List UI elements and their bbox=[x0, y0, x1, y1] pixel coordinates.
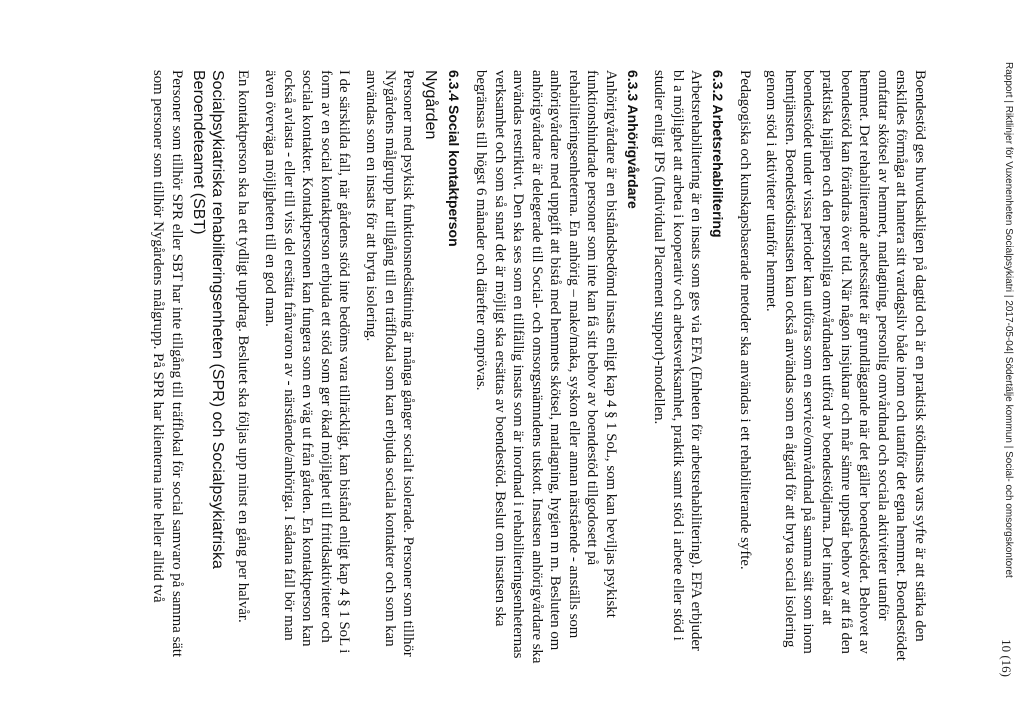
paragraph-nygarden: Personer med psykisk funktionsnedsättning är många gånger socialt isolerade. Personer som tillhör Nygårdens målgrupp har tillgång till en träfflokal som kan erbjuda sociala kontakter och som kan användas som en insats för att bryta isolering. bbox=[362, 70, 417, 657]
paragraph-pedagogiska: Pedagogiska och kunskapsbaserade metoder ska användas i ett rehabiliterande syfte. bbox=[736, 70, 753, 570]
heading-spr-sbt bbox=[189, 70, 226, 666]
paragraph-sarskilda-fall: I de särskilda fall, när gårdens stöd inte bedöms vara tillräckligt, kan bistånd enligt kap 4 § 1 SoL i form av en social kontaktperson erbjuda ett stöd som ger ökad möjlighet till fritidsaktiviteter och sociala kontakter. Kontaktpersonen kan fungera som en väg ut från gården. En kontaktperson kan också avlasta - eller till viss del ersätta frånvaron av - närstående/anhöriga. I sådana fall bör man även överväga möjligheten till en god man. bbox=[262, 70, 353, 654]
paragraph-uppdrag: En kontaktperson ska ha ett tydligt uppdrag. Beslutet ska följas upp minst en gång per halvår. bbox=[235, 70, 252, 623]
paragraph-anhorigvardare: Anhörigvårdare är en biståndsbedömd insats enligt kap 4 § 1 SoL, som kan beviljas psykiskt funktionshindrade personer som inte kan få sitt behov av boendestöd tillgodosett på rehabiliteringsenheterna. En anhörig – make/maka, syskon eller annan närstående - anställs som anhörigvårdare med uppgift att bistå med hemmets skötsel, matlagning, hygien m m. Besluten om anhörigvårdare är delegerade till Social- och omsorgsnämndens utskott. Insatsen anhörigvårdare ska användas restriktivt. Den ska ses som en tillfällig insats som är inordnad i rehabiliteringsenheternas verksamhet och som så snart det är möjligt ska ersättas av boendestöd. Beslut om insatsen ska begränsas till högst 6 månader och därefter omprövas. bbox=[472, 70, 620, 664]
heading-spr-line1: Socialpsykiatriska rehabiliteringsenheten (SPR) och Socialpsykiatriska bbox=[208, 70, 226, 569]
paragraph-spr: Personer som tillhör SPR eller SBT har inte tillgång till träfflokal för social samvaro på samma sätt som personer som tillhör Nygårdens målgrupp. På SPR har klienterna inte heller alltid två bbox=[150, 70, 185, 658]
document-body bbox=[148, 70, 929, 666]
heading-nygarden: Nygården bbox=[421, 70, 439, 140]
heading-arbetsrehabilitering: 6.3.2 Arbetsrehabilitering bbox=[710, 70, 727, 238]
page-number: 10 (16) bbox=[999, 639, 1014, 677]
page-header bbox=[999, 62, 1014, 677]
heading-social-kontaktperson: 6.3.4 Social kontaktperson bbox=[446, 70, 463, 247]
paragraph-arbetsrehabilitering: Arbetsrehabilitering är en insats som ges via EFA (Enheten för arbetsrehabilitering). EFA erbjuder bl a möjlighet att arbeta i kooperativ och arbetsverksamhet, praktik samt stöd i arbete eller stöd i studier enligt IPS (Individual Placement support)-modellen. bbox=[651, 70, 705, 651]
heading-spr-line2: Beroendeteamet (SBT) bbox=[190, 70, 208, 235]
running-title: Rapport | Riktlinjer för Vuxenenheten Socialpsykiatri | 2017-05-04| Södertälje kommun | Social- och omsorgskontoret bbox=[1003, 62, 1014, 578]
heading-anhorigvardare: 6.3.3 Anhörigvårdare bbox=[624, 70, 641, 209]
paragraph-boendestod: Boendestöd ges huvudsakligen på dagtid och är en praktisk stödinsats vars syfte är att stärka den enskildes förmåga att hantera sitt vardagsliv både inom och utanför det egna hemmet. Boendestödet omfattar skötsel av hemmet, matlagning, personlig omvårdnad och sociala aktiviteter utanför hemmet. Det rehabiliterande arbetssättet är grundläggande när det gäller boendestödet. Behovet av boendestöd kan förändras över tid. När någon insjuknar och mår sämre uppstår behov av att få den praktiska hjälpen och den personliga omvårdnaden utförd av boendestödjarna. Det innebär att boendestödet under vissa perioder kan utföras som en service/omvårdnad på samma sätt som inom hemtjänsten. Boendestödsinsatsen kan också användas som en åtgärd för att bryta social isolering genom stöd i aktiviteter utanför hemmet. bbox=[763, 70, 928, 661]
